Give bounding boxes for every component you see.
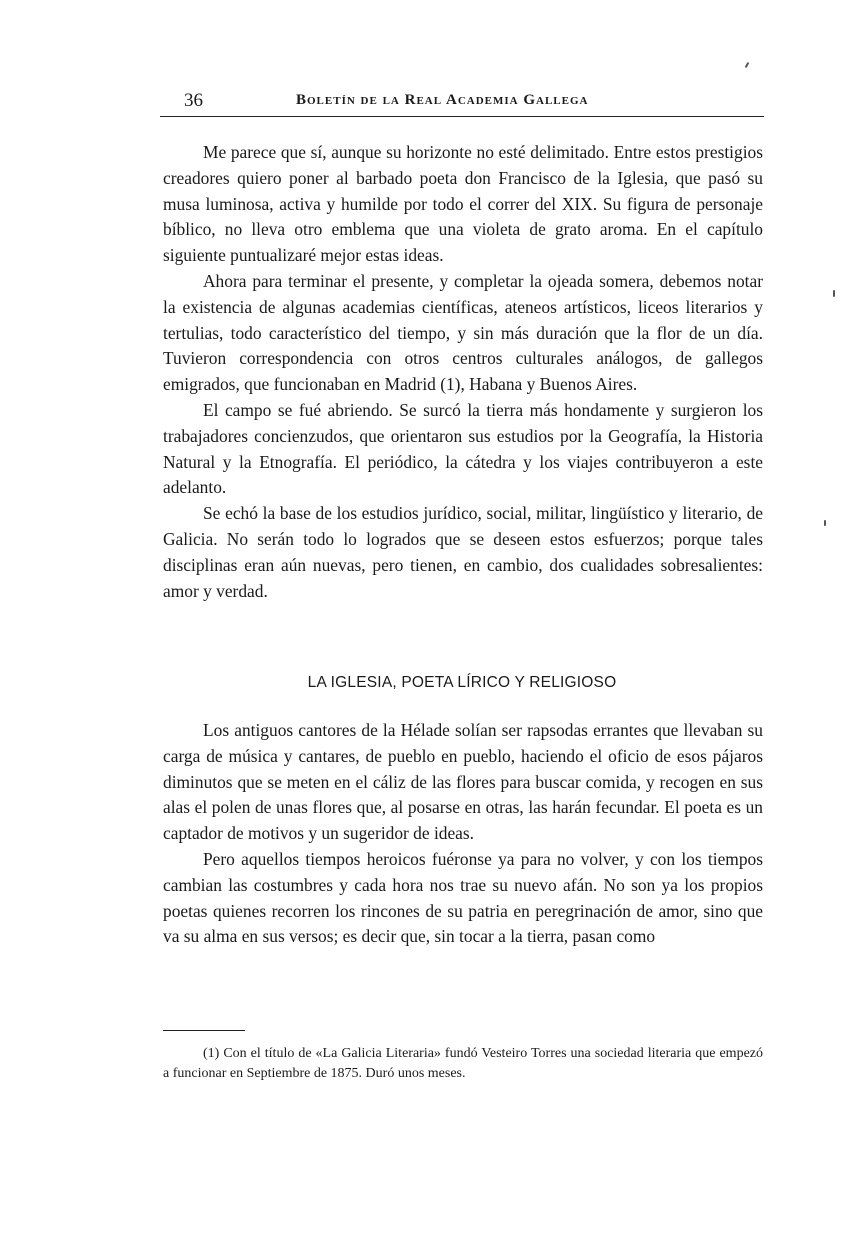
body-text-top bbox=[163, 140, 763, 604]
page-number: 36 bbox=[184, 90, 203, 111]
paragraph: El campo se fué abriendo. Se surcó la tierra más hondamente y surgieron los trabajadores concienzudos, que orientaron sus estudios por la Geografía, la Historia Natural y la Etnografía. El periódico, la cátedra y los viajes contribuyeron a este adelanto. bbox=[163, 399, 763, 498]
paragraph: Se echó la base de los estudios jurídico, social, militar, lingüístico y literario, de Galicia. No serán todo lo logrados que se deseen estos esfuerzos; porque tales disciplinas eran aún nuevas, pero tienen, en cambio, dos cualidades sobresalientes: amor y verdad. bbox=[163, 503, 763, 601]
page-header bbox=[160, 86, 764, 117]
section-heading: LA IGLESIA, POETA LÍRICO Y RELIGIOSO bbox=[307, 674, 617, 691]
paragraph: Los antiguos cantores de la Hélade solían ser rapsodas errantes que llevaban su carga de música y cantares, de pueblo en pueblo, haciendo el oficio de esos pájaros diminutos que se meten en el cáliz de las flores para buscar comida, y recogen en sus alas el polen de unas flores que, al posarse en otras, las harán fecundar. El poeta es un captador de motivos y un sugeridor de ideas. bbox=[163, 720, 763, 844]
scan-speck bbox=[745, 62, 750, 68]
paragraph: Ahora para terminar el presente, y completar la ojeada somera, debemos notar la existencia de algunas academias científicas, ateneos artísticos, liceos literarios y tertulias, todo característico del tiempo, y sin más duración que la flor de un día. Tuvieron correspondencia con otros centros culturales análogos, de gallegos emigrados, que funcionaban en Madrid (1), Habana y Buenos Aires. bbox=[163, 270, 763, 395]
scan-speck bbox=[833, 290, 835, 297]
footnote-divider bbox=[163, 1030, 245, 1031]
body-text-bottom bbox=[163, 718, 763, 950]
paragraph: Pero aquellos tiempos heroicos fuéronse ya para no volver, y con los tiempos cambian las costumbres y cada hora nos trae su nuevo afán. No son ya los propios poetas quienes recorren los rincones de su patria en peregrinación de amor, sino que va su alma en sus versos; es decir que, sin tocar a la tierra, pasan como bbox=[163, 848, 763, 947]
footnote: (1) Con el título de «La Galicia Literaria» fundó Vesteiro Torres una sociedad literaria que empezó a funcionar en Septiembre de 1875. Duró unos meses. bbox=[163, 1046, 763, 1081]
scan-speck bbox=[824, 520, 826, 526]
running-title: Boletín de la Real Academia Gallega bbox=[296, 92, 589, 108]
paragraph: Me parece que sí, aunque su horizonte no esté delimitado. Entre estos prestigios creadores quiero poner al barbado poeta don Francisco de la Iglesia, que pasó su musa luminosa, activa y humilde por todo el correr del XIX. Su figura de personaje bíblico, no lleva otro emblema que una violeta de grato aroma. En el capítulo siguiente puntualizaré mejor estas ideas. bbox=[163, 142, 763, 266]
